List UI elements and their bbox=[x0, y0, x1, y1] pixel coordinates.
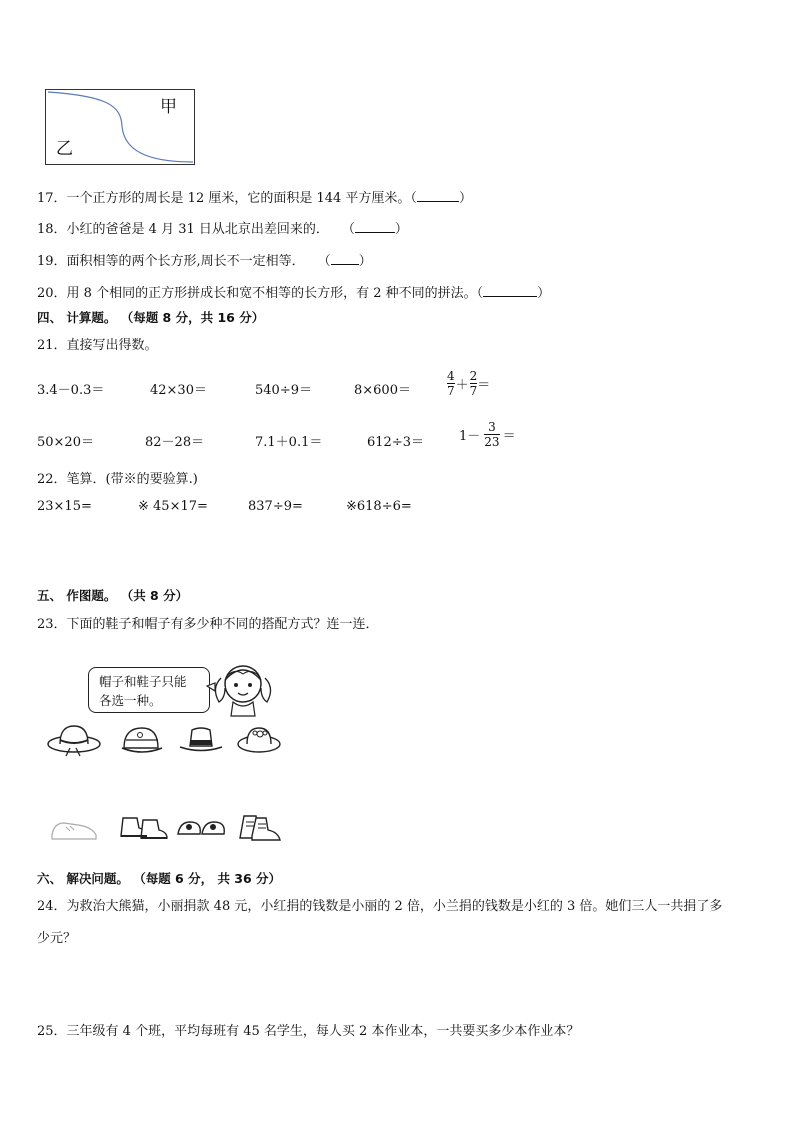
calc-4: 8×600＝ bbox=[354, 383, 411, 398]
shoe-3-sandals-icon bbox=[176, 812, 228, 842]
calc-2: 42×30＝ bbox=[150, 383, 207, 398]
hat-1-wide-brim-icon bbox=[46, 722, 102, 758]
question-17: 17．一个正方形的周长是 12 厘米，它的面积是 144 平方厘米。（ ） bbox=[37, 191, 472, 206]
fraction-4-7: $\frac{4}{7}$ bbox=[447, 369, 455, 398]
shoe-4-high-tops-icon bbox=[236, 810, 282, 844]
written-calc-1: 23×15= bbox=[37, 499, 92, 514]
fraction-3-23: $\frac{3}{23}$ bbox=[484, 420, 500, 449]
calc-9: 612÷3＝ bbox=[367, 435, 424, 450]
label-jia: 甲 bbox=[160, 97, 177, 117]
calc-10-fraction: 1－ $\frac{3}{23}$ ＝ bbox=[459, 420, 516, 449]
hat-2-cap-icon bbox=[118, 722, 164, 758]
hat-4-flower-hat-icon bbox=[236, 722, 282, 756]
written-calc-2: ※ 45×17= bbox=[138, 499, 208, 514]
question-21: 21．直接写出得数。 bbox=[37, 338, 158, 353]
question-25: 25．三年级有 4 个班，平均每班有 45 名学生，每人买 2 本作业本，一共要买多少本作业本？ bbox=[37, 1024, 580, 1039]
question-22: 22．笔算．(带※的要验算.) bbox=[37, 472, 198, 487]
answer-blank-17[interactable] bbox=[417, 189, 459, 202]
answer-blank-20[interactable] bbox=[483, 284, 537, 297]
calc-7: 82－28＝ bbox=[145, 435, 205, 450]
fraction-2-7: $\frac{2}{7}$ bbox=[469, 369, 478, 398]
shoe-2-boots-icon bbox=[117, 810, 169, 844]
label-yi: 乙 bbox=[56, 139, 73, 159]
hat-3-fedora-icon bbox=[178, 724, 224, 756]
calc-1: 3.4－0.3＝ bbox=[37, 383, 105, 398]
written-calc-3: 837÷9= bbox=[248, 499, 303, 514]
section-5-title: 五、 作图题。 （共 8 分） bbox=[37, 588, 189, 603]
question-19: 19．面积相等的两个长方形,周长不一定相等． （ ） bbox=[37, 254, 372, 269]
speech-bubble: 帽子和鞋子只能 各选一种。 bbox=[88, 667, 210, 713]
girl-illustration bbox=[205, 658, 275, 718]
calc-3: 540÷9＝ bbox=[255, 383, 312, 398]
question-24-line-2: 少元？ bbox=[37, 931, 77, 946]
written-calc-4: ※618÷6= bbox=[346, 499, 412, 514]
shoe-1-sneaker-icon bbox=[48, 815, 100, 845]
answer-blank-18[interactable] bbox=[355, 220, 395, 233]
split-rectangle-figure bbox=[45, 89, 195, 165]
question-23: 23．下面的鞋子和帽子有多少种不同的搭配方式？连一连． bbox=[37, 617, 379, 632]
question-20: 20．用 8 个相同的正方形拼成长和宽不相等的长方形，有 2 种不同的拼法。（ ） bbox=[37, 286, 551, 301]
question-24-line-1: 24．为救治大熊猫，小丽捐款 48 元，小红捐的钱数是小丽的 2 倍，小兰捐的钱数是小红的 3 倍。她们三人一共捐了多 bbox=[37, 899, 723, 914]
section-6-title: 六、 解决问题。 （每题 6 分， 共 36 分） bbox=[37, 871, 282, 886]
section-4-title: 四、 计算题。 （每题 8 分，共 16 分） bbox=[37, 310, 265, 325]
calc-6: 50×20＝ bbox=[37, 435, 94, 450]
calc-5-fraction: $\frac{4}{7}$ ＋ $\frac{2}{7}$ ＝ bbox=[447, 369, 491, 398]
question-18: 18．小红的爸爸是 4 月 31 日从北京出差回来的． （ ） bbox=[37, 222, 408, 237]
answer-blank-19[interactable] bbox=[331, 252, 359, 265]
calc-8: 7.1＋0.1＝ bbox=[255, 435, 323, 450]
